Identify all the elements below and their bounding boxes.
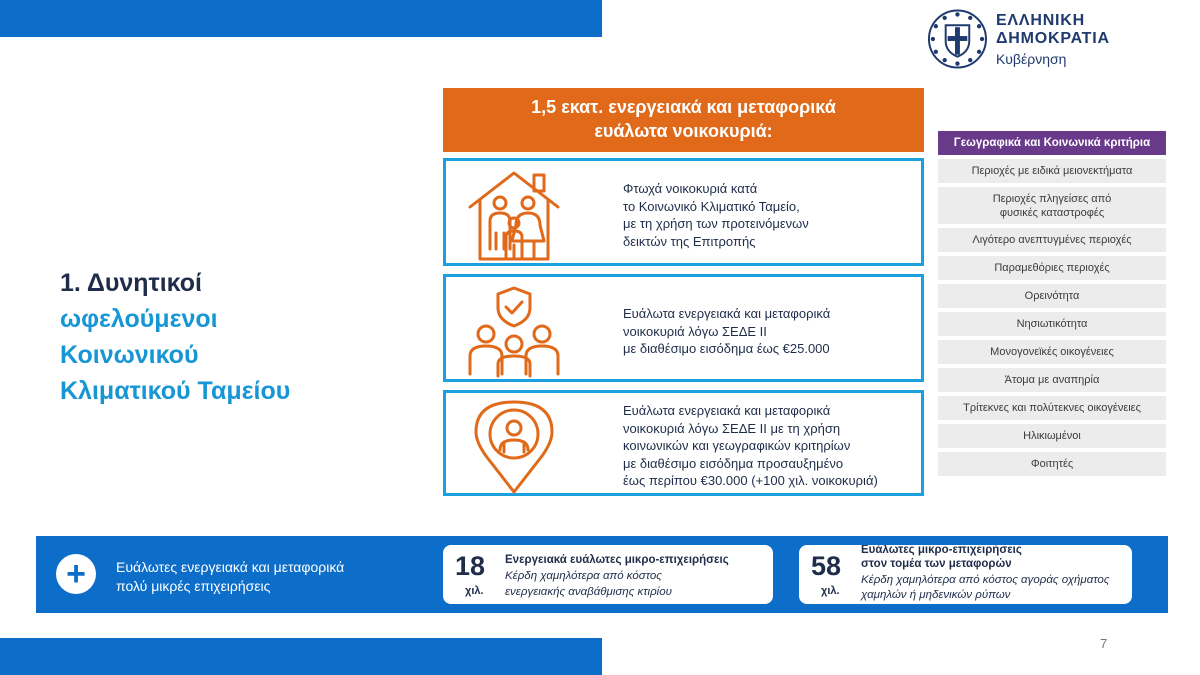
card-text-line: δεικτών της Επιτροπής: [623, 233, 756, 249]
card-text-line: έως περίπου €30.000 (+100 χιλ. νοικοκυριά): [623, 473, 878, 488]
criteria-item: [938, 228, 1166, 252]
card-text-line: Ευάλωτα ενεργειακά και μεταφορικά: [623, 306, 831, 321]
stat-title: Ευάλωτες μικρο-επιχειρήσεις: [861, 545, 1022, 556]
criteria-item-label: Ορεινότητα: [1024, 290, 1080, 302]
small-business-label: [116, 558, 344, 596]
greek-seal-icon: [927, 8, 988, 70]
card-text-line: νοικοκυριά λόγω ΣΕΔΕ ΙΙ: [623, 323, 767, 339]
criteria-item-label: Ηλικιωμένοι: [1023, 430, 1081, 442]
criteria-item-label: Τρίτεκνες και πολύτεκνες οικογένειες: [963, 402, 1141, 414]
criteria-item-label: Άτομα με αναπηρία: [1004, 374, 1100, 386]
criteria-item: [938, 312, 1166, 336]
page-number: 7: [1100, 636, 1108, 651]
location-person-icon: [464, 396, 564, 496]
logo-title: ΕΛΛΗΝΙΚΗ ΔΗΜΟΚΡΑΤΙΑ: [995, 11, 1110, 47]
criteria-item: [938, 452, 1166, 476]
stat-unit: χιλ.: [821, 585, 840, 597]
criteria-item: [938, 340, 1166, 364]
criteria-item-label: Λιγότερο ανεπτυγμένες περιοχές: [972, 234, 1132, 246]
criteria-item-label: Μονογονεϊκές οικογένειες: [990, 346, 1114, 358]
card-text-line: με τη χρήση των προτεινόμενων: [623, 216, 809, 231]
bottom-accent-bar: [0, 638, 602, 675]
households-header: [443, 88, 924, 152]
stat-description: Κέρδη χαμηλότερα από κόστος: [505, 570, 662, 582]
title-line: Κοινωνικού: [60, 341, 199, 369]
title-line: 1. Δυνητικοί: [60, 269, 202, 297]
beneficiary-card: [443, 390, 924, 496]
beneficiary-card: [443, 274, 924, 382]
stat-box: [799, 545, 1132, 604]
card-text-line: Ευάλωτα ενεργειακά και μεταφορικά: [623, 403, 831, 418]
criteria-item: [938, 284, 1166, 308]
page-title: [60, 265, 290, 409]
panel-label-line: πολύ μικρές επιχειρήσεις: [116, 578, 271, 594]
logo-subtitle: Κυβέρνηση: [995, 50, 1067, 67]
households-header-line: ευάλωτα νοικοκυριά:: [594, 121, 773, 141]
card-text-line: με διαθέσιμο εισόδημα έως €25.000: [623, 341, 830, 356]
criteria-item-label: Νησιωτικότητα: [1016, 318, 1088, 330]
top-accent-bar: [0, 0, 602, 37]
criteria-item-label: Παραμεθόριες περιοχές: [994, 262, 1110, 274]
stat-title: στον τομέα των μεταφορών: [861, 558, 1012, 570]
card-text-line: νοικοκυριά λόγω ΣΕΔΕ ΙΙ με τη χρήση: [623, 420, 841, 436]
card-text-line: Φτωχά νοικοκυριά κατά: [623, 181, 758, 196]
stat-number: 58: [811, 551, 842, 581]
stat-box: [443, 545, 773, 604]
criteria-item-label: Περιοχές με ειδικά μειονεκτήματα: [971, 165, 1133, 177]
card-text-line: το Κοινωνικό Κλιματικό Ταμείο,: [623, 198, 800, 214]
criteria-item-label: Φοιτητές: [1030, 458, 1074, 470]
protected-family-icon: [464, 280, 564, 380]
criteria-item: [938, 396, 1166, 420]
card-text-line: κοινωνικών και γεωγραφικών κριτηρίων: [623, 438, 851, 453]
stat-description: Κέρδη χαμηλότερα από κόστος αγοράς οχήματος: [861, 574, 1110, 586]
criteria-item: [938, 187, 1166, 224]
card-text-line: με διαθέσιμο εισόδημα προσαυξημένο: [623, 455, 844, 471]
stat-description: ενεργειακής αναβάθμισης κτιρίου: [505, 586, 672, 598]
criteria-item: [938, 256, 1166, 280]
criteria-item: [938, 159, 1166, 183]
criteria-header: Γεωγραφικά και Κοινωνικά κριτήρια: [938, 131, 1166, 155]
stat-title: Ενεργειακά ευάλωτες μικρο-επιχειρήσεις: [505, 554, 729, 566]
criteria-item: [938, 424, 1166, 448]
panel-label-line: Ευάλωτες ενεργειακά και μεταφορικά: [116, 559, 345, 575]
households-header-line: 1,5 εκατ. ενεργειακά και μεταφορικά: [531, 97, 836, 117]
family-house-icon: [464, 165, 564, 265]
stat-description: χαμηλών ή μηδενικών ρύπων: [861, 589, 1011, 601]
criteria-item: [938, 368, 1166, 392]
stat-number: 18: [455, 551, 486, 581]
small-business-panel: [36, 536, 1168, 613]
criteria-item-label: Περιοχές πληγείσες από: [992, 192, 1112, 205]
criteria-item-label: φυσικές καταστροφές: [999, 206, 1105, 219]
criteria-list: [938, 131, 1166, 476]
beneficiary-card: [443, 158, 924, 266]
government-logo: [927, 8, 1200, 70]
plus-icon: +: [56, 554, 96, 594]
title-line: ωφελούμενοι: [60, 305, 218, 333]
stat-unit: χιλ.: [465, 585, 484, 597]
title-line: Κλιματικού Ταμείου: [60, 377, 291, 405]
